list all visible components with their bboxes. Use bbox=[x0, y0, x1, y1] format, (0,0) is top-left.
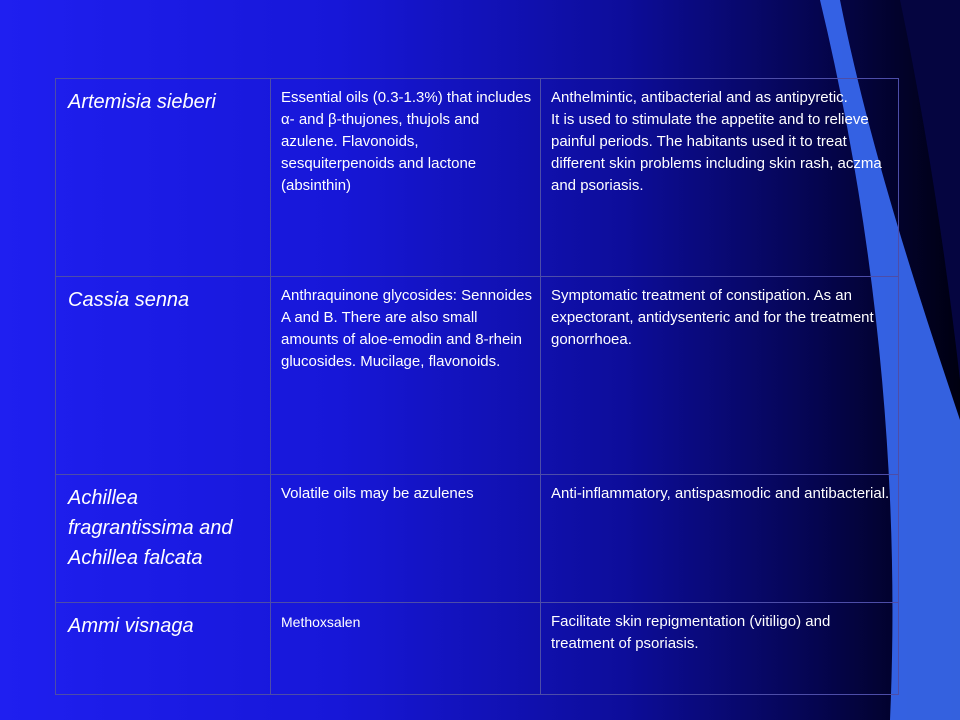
composition-text: Essential oils (0.3-1.3%) that includes α- and β-thujones, thujols and azulene. Flavonoids, sesquiterpenoids and lactone (absinthin) bbox=[281, 89, 532, 194]
composition-cell bbox=[271, 475, 541, 603]
plant-table bbox=[55, 78, 899, 695]
plant-name-cell bbox=[56, 79, 271, 277]
composition-cell bbox=[271, 277, 541, 475]
plant-name: Ammi visnaga bbox=[68, 615, 194, 637]
plant-name: Achillea fragrantissima and Achillea falcata bbox=[68, 487, 233, 569]
plant-name: Cassia senna bbox=[68, 289, 190, 311]
uses-text: Symptomatic treatment of constipation. As an expectorant, antidysenteric and for the treatment gonorrhoea. bbox=[551, 287, 874, 348]
composition-text: Methoxsalen bbox=[281, 614, 361, 630]
plant-name-cell bbox=[56, 277, 271, 475]
composition-text: Volatile oils may be azulenes bbox=[281, 485, 474, 502]
plant-name-cell bbox=[56, 603, 271, 695]
composition-cell bbox=[271, 79, 541, 277]
plant-name-cell bbox=[56, 475, 271, 603]
table-row bbox=[56, 475, 899, 603]
composition-text: Anthraquinone glycosides: Sennoides A and B. There are also small amounts of aloe-emodin and 8-rhein glucosides. Mucilage, flavonoids. bbox=[281, 287, 533, 370]
uses-cell bbox=[541, 79, 899, 277]
uses-text: Anthelmintic, antibacterial and as antipyretic. It is used to stimulate the appetite and to relieve painful periods. The habitants used it to treat different skin problems including skin rash, aczma and psoriasis. bbox=[551, 89, 882, 194]
table-row bbox=[56, 79, 899, 277]
composition-cell bbox=[271, 603, 541, 695]
uses-text: Facilitate skin repigmentation (vitiligo) and treatment of psoriasis. bbox=[551, 613, 831, 652]
uses-cell bbox=[541, 277, 899, 475]
uses-cell bbox=[541, 603, 899, 695]
plant-table-container bbox=[55, 78, 898, 695]
uses-cell bbox=[541, 475, 899, 603]
plant-name: Artemisia sieberi bbox=[68, 91, 216, 113]
table-row bbox=[56, 277, 899, 475]
uses-text: Anti-inflammatory, antispasmodic and antibacterial. bbox=[551, 485, 890, 502]
table-row bbox=[56, 603, 899, 695]
